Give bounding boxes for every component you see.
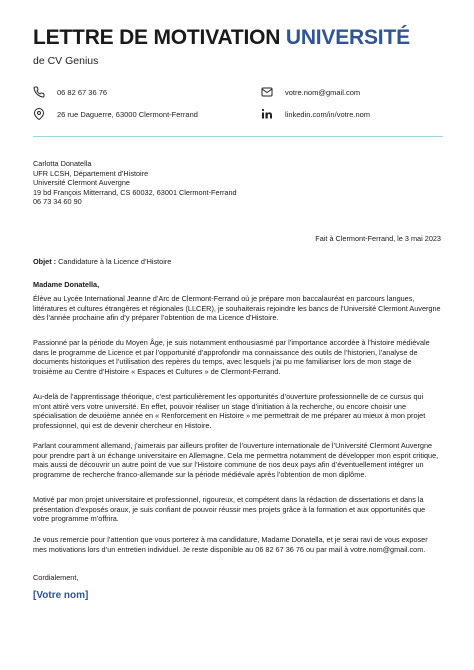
letter-greeting: Madame Donatella, xyxy=(33,280,100,289)
title-main: LETTRE DE MOTIVATION xyxy=(33,26,286,49)
letter-closing: Cordialement, xyxy=(33,573,79,582)
recipient-name: Carlotta Donatella xyxy=(33,159,92,168)
header-divider xyxy=(33,136,443,137)
paragraph: Élève au Lycée International Jeanne d’Arc de Clermont-Ferrand où je prépare mon baccalauréat en parcours langues, littératures et cultures étrangères et régionales (LLCER), je souhaiterais rejoindre les bancs de l’Université Clermont Auvergne dès l’année prochaine afin d’y préparer l’obtention de ma Licence d’Histoire. xyxy=(33,294,441,323)
contact-address xyxy=(33,108,198,120)
recipient-block xyxy=(33,159,237,207)
contact-linkedin xyxy=(261,108,370,120)
recipient-phone: 06 73 34 60 90 xyxy=(33,197,82,207)
email-text[interactable]: votre.nom@gmail.com xyxy=(285,87,361,97)
address-text: 26 rue Daguerre, 63000 Clermont-Ferrand xyxy=(57,109,198,119)
contact-email xyxy=(261,86,360,98)
recipient-university: Université Clermont Auvergne xyxy=(33,178,130,188)
recipient-department: UFR LCSH, Département d’Histoire xyxy=(33,168,149,178)
page-title xyxy=(33,26,410,50)
title-accent: UNIVERSITÉ xyxy=(285,26,410,49)
paragraph: Passionné par la période du Moyen Âge, je suis notamment enthousiasmé par l’importance accordée à l’histoire médiévale dans le programme de Licence et par l’opportunité d’approfondir ma connaissance des outils de l’historien, l’analyse de documents historiques et l’utilisation des repères du temps, avec lesquels j’ai pu me familiariser lors de mon stage de troisième au Centre d’Histoire « Espaces et Cultures » de Clermont-Ferrand. xyxy=(33,338,430,376)
linkedin-text[interactable]: linkedin.com/in/votre.nom xyxy=(285,109,371,119)
phone-icon xyxy=(33,86,45,98)
subject-text: Candidature à la Licence d’Histoire xyxy=(56,257,172,266)
letter-subject xyxy=(33,257,171,266)
paragraph: Parlant couramment allemand, j’aimerais par ailleurs profiter de l’ouverture internationale de l’Université Clermont Auvergne pour prendre part à un échange universitaire en Allemagne. Cela me permettra notamment de développer mon esprit critique, mais aussi de découvrir un autre point de vue sur l’Histoire commune de nos deux pays afin d’éventuellement intégrer un programme de recherche franco-allemande sur la période médiévale après l’obtention de mon diplôme. xyxy=(33,441,439,479)
envelope-icon xyxy=(261,86,273,98)
letter-date: Fait à Clermont-Ferrand, le 3 mai 2023 xyxy=(315,234,441,243)
contact-phone xyxy=(33,86,107,98)
linkedin-icon xyxy=(261,108,273,120)
subject-label: Objet : xyxy=(33,257,57,266)
signature-placeholder: [Votre nom] xyxy=(33,590,89,601)
phone-text: 06 82 67 36 76 xyxy=(57,87,108,97)
location-pin-icon xyxy=(33,108,45,120)
paragraph: Je vous remercie pour l’attention que vous porterez à ma candidature, Madame Donatella, et je serai ravi de vous exposer mes motivations lors d’un entretien individuel. Je reste disponible au 06 82 67 36 76 ou par mail à votre.nom@gmail.com. xyxy=(33,535,428,554)
recipient-address: 19 bd François Mitterrand, CS 60032, 63001 Clermont-Ferrand xyxy=(33,187,237,197)
paragraph: Au-delà de l’apprentissage théorique, c’est particulièrement les opportunités d’ouverture professionnelle de ce cursus qui m’ont attiré vers votre université. En effet, pouvoir réaliser un stage d’initiation à la recherche, ou encore choisir une spécialisation de deuxième année en « Renforcement en Histoire » me permettrait de me préparer au mieux à mon projet professionnel, qui est de devenir chercheur en Histoire. xyxy=(33,392,426,430)
paragraph: Motivé par mon projet universitaire et professionnel, rigoureux, et compétent dans la rédaction de dissertations et dans la présentation d’exposés oraux, je suis confiant de pouvoir réussir mes projets grâce à la formation et aux opportunités que votre programme m’offrira. xyxy=(33,495,426,524)
subtitle: de CV Genius xyxy=(33,55,99,67)
